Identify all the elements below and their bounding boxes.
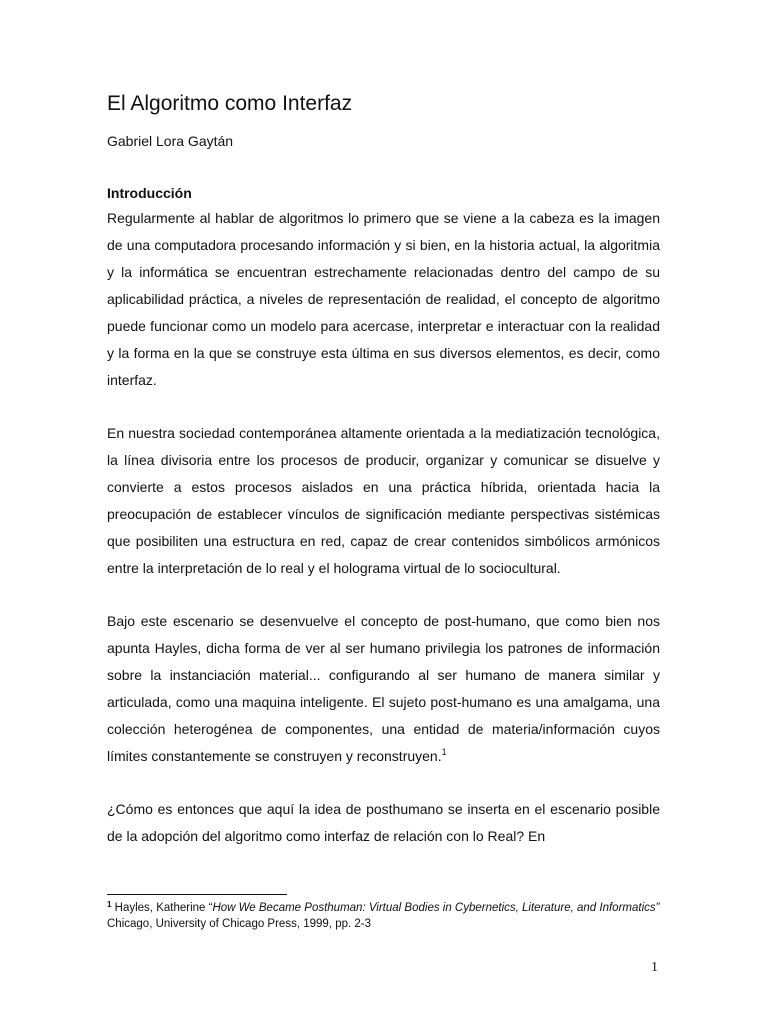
footnote-prefix: Hayles, Katherine “ bbox=[111, 902, 213, 914]
paragraph-3 bbox=[107, 608, 660, 770]
footnote-book-title: How We Became Posthuman: Virtual Bodies in Cybernetics, Literature, and Informatics” bbox=[212, 902, 660, 914]
document-title: El Algoritmo como Interfaz bbox=[107, 92, 353, 115]
footnote-suffix: Chicago, University of Chicago Press, 1999, pp. 2-3 bbox=[107, 918, 371, 930]
author-name: Gabriel Lora Gaytán bbox=[107, 133, 234, 149]
footnote-separator bbox=[107, 894, 287, 895]
paragraph-4: ¿Cómo es entonces que aquí la idea de posthumano se inserta en el escenario posible de la adopción del algoritmo como interfaz de relación con lo Real? En bbox=[107, 801, 660, 844]
paragraph-3-text: Bajo este escenario se desenvuelve el concepto de post-humano, que como bien nos apunta Hayles, dicha forma de ver al ser humano privilegia los patrones de información sobre la instanciación material... configurando al ser humano de manera similar y articulada, como una maquina inteligente. El sujeto post-humano es una amalgama, una colección heterogénea de componentes, una entidad de materia/información cuyos límites constantemente se construyen y reconstruyen. bbox=[107, 613, 660, 764]
paragraph-1: Regularmente al hablar de algoritmos lo primero que se viene a la cabeza es la imagen de una computadora procesando información y si bien, en la historia actual, la algoritmia y la informática se encuentran estrechamente relacionadas dentro del campo de su aplicabilidad práctica, a niveles de representación de realidad, el concepto de algoritmo puede funcionar como un modelo para acercase, interpretar e interactuar con la realidad y la forma en la que se construye esta última en sus diversos elementos, es decir, como interfaz. bbox=[107, 210, 660, 388]
footnote bbox=[107, 900, 660, 932]
footnote-number: 1 bbox=[107, 900, 112, 909]
body-text bbox=[107, 181, 660, 850]
section-heading: Introducción bbox=[107, 185, 192, 201]
paragraph-2: En nuestra sociedad contemporánea altamente orientada a la mediatización tecnológica, la línea divisoria entre los procesos de producir, organizar y comunicar se disuelve y convierte a estos procesos aislados en una práctica híbrida, orientada hacia la preocupación de establecer vínculos de significación mediante perspectivas sistémicas que posibiliten una estructura en red, capaz de crear contenidos simbólicos armónicos entre la interpretación de lo real y el holograma virtual de lo sociocultural. bbox=[107, 425, 660, 576]
page-number: 1 bbox=[651, 960, 658, 975]
footnote-reference[interactable]: 1 bbox=[441, 747, 447, 757]
